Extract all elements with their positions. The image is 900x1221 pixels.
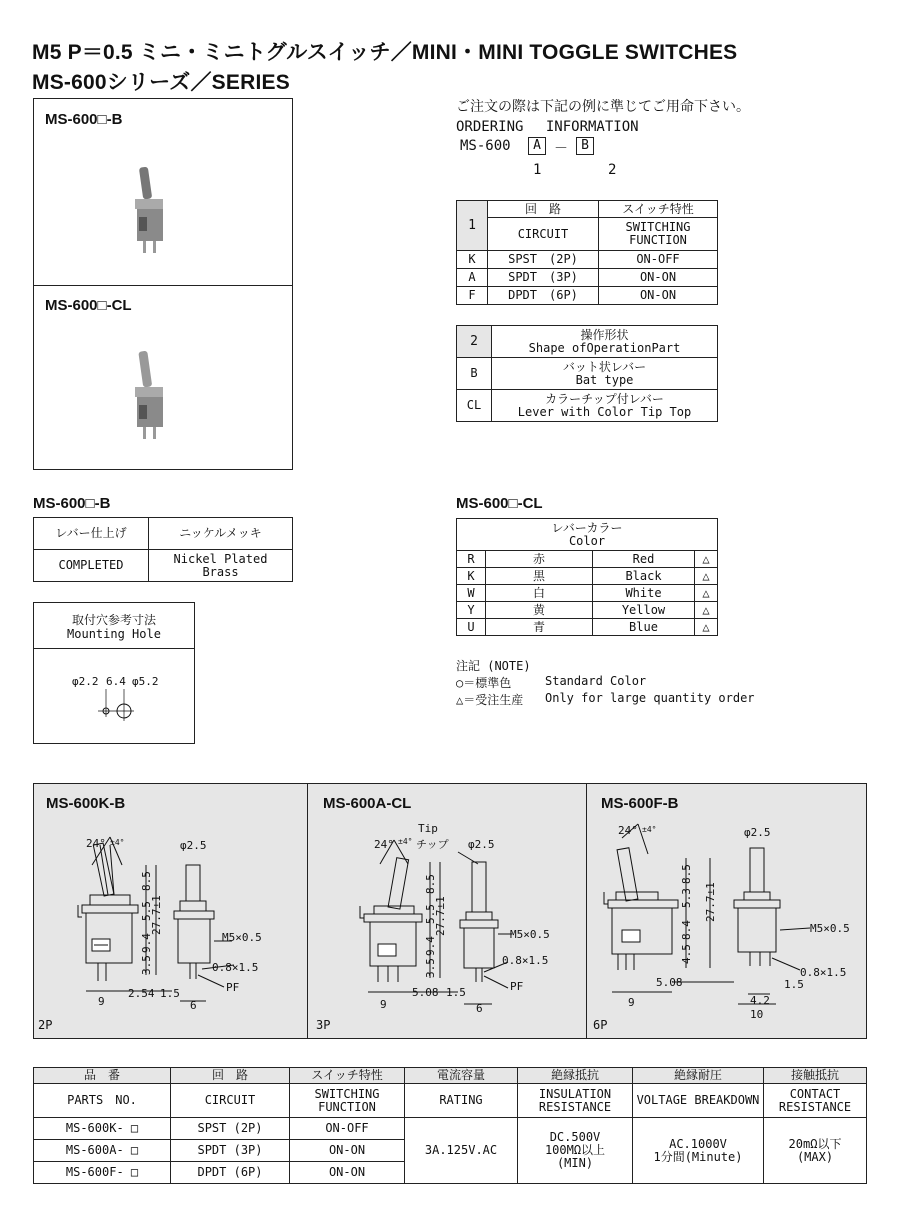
- table-row: [457, 358, 718, 390]
- dim-dia: φ2.5: [180, 839, 207, 852]
- table-row: [457, 602, 718, 619]
- color-title: MS-600□-CL: [456, 495, 543, 512]
- dim-55: 5.5: [140, 901, 153, 921]
- mounting-hole-drawing: [64, 671, 174, 731]
- note-order-text: Only for large quantity order: [545, 691, 755, 705]
- spec-ins-1: DC.500V: [549, 1130, 601, 1144]
- function-cell: ON-OFF: [599, 251, 718, 269]
- dim-pin: 0.8×1.5: [212, 961, 259, 974]
- ordering-dash: －: [554, 141, 568, 157]
- code-cell: CL: [457, 390, 492, 422]
- dim-35: 3.5: [424, 958, 437, 978]
- spec-func: ON-OFF: [290, 1118, 405, 1140]
- spec-circuit: DPDT (6P): [171, 1162, 290, 1184]
- mounting-en: Mounting Hole: [67, 627, 161, 641]
- dim-pitch: 5.08: [656, 976, 683, 989]
- spec-ins-2: 100MΩ以上: [544, 1143, 606, 1157]
- color-en: Blue: [593, 619, 695, 636]
- dim-angle: 24°: [374, 838, 394, 851]
- function-cell: ON-ON: [599, 269, 718, 287]
- mounting-jp: 取付穴参考寸法: [71, 613, 156, 627]
- code-cell: R: [457, 551, 486, 568]
- spec-h-vb-en: VOLTAGE BREAKDOWN: [633, 1084, 764, 1118]
- color-en: Red: [593, 551, 695, 568]
- table-row: [34, 1118, 867, 1140]
- code-cell: K: [457, 251, 488, 269]
- finish-h1: レバー仕上げ: [34, 518, 149, 550]
- spec-h-rating-jp: 電流容量: [405, 1068, 518, 1084]
- dim-pitch: 5.08: [412, 986, 439, 999]
- spec-h-vb-jp: 絶縁耐圧: [633, 1068, 764, 1084]
- spec-part: MS-600F- □: [34, 1162, 171, 1184]
- color-table: [456, 518, 718, 636]
- spec-func: ON-ON: [290, 1162, 405, 1184]
- finish-v1: COMPLETED: [34, 550, 149, 582]
- dim-w15: 1.5: [160, 987, 180, 1000]
- circuit-header-jp: 回 路: [488, 201, 599, 218]
- finish-h2: ニッケルメッキ: [149, 518, 293, 550]
- spec-h-func-en: SWITCHING FUNCTION: [290, 1084, 405, 1118]
- dim-pitch: 2.54: [128, 987, 155, 1000]
- spec-h-ins-jp: 絶縁抵抗: [518, 1068, 633, 1084]
- shape-jp: バット状レバー: [562, 359, 647, 374]
- ordering-box-b: B: [576, 137, 594, 155]
- dim-m5: M5×0.5: [510, 928, 550, 941]
- switching-header-en: SWITCHING FUNCTION: [599, 218, 718, 251]
- dim-85: 8.5: [680, 864, 693, 884]
- shape-jp: カラーチップ付レバー: [545, 391, 664, 406]
- note-order-mark: △＝受注生産: [456, 693, 524, 707]
- dim-277: 27.7±1: [150, 895, 163, 935]
- dim-tip: Tip: [418, 822, 438, 835]
- dim-94: 9.4: [424, 936, 437, 956]
- code-cell: B: [457, 358, 492, 390]
- circuit-cell: SPST (2P): [488, 251, 599, 269]
- color-mark: △: [695, 568, 718, 585]
- shape-table-num: 2: [457, 326, 492, 358]
- note-standard-text: Standard Color: [545, 674, 647, 688]
- spec-cr-2: (MAX): [796, 1149, 834, 1164]
- circuit-table: [456, 200, 718, 305]
- dim-tol: ±4°: [398, 837, 413, 846]
- dim-pin: 0.8×1.5: [800, 966, 847, 979]
- photo-label-b: MS-600□-B: [45, 111, 123, 128]
- color-mark: △: [695, 602, 718, 619]
- spec-ins-3: (MIN): [556, 1156, 594, 1170]
- mounting-d2: 6.4: [106, 675, 126, 688]
- dim-w15: 1.5: [446, 986, 466, 999]
- dim-55: 5.5: [424, 904, 437, 924]
- dim-45: 4.5: [680, 944, 693, 964]
- drawing-title-a-cl: MS-600A-CL: [323, 795, 412, 812]
- circuit-table-num: 1: [457, 201, 488, 251]
- drawing-title-k-b: MS-600K-B: [46, 795, 126, 812]
- dim-pf: PF: [226, 981, 240, 994]
- code-cell: Y: [457, 602, 486, 619]
- spec-h-ins-en: INSULATION RESISTANCE: [518, 1084, 633, 1118]
- ordering-model: MS-600: [460, 138, 511, 154]
- spec-circuit: SPDT (3P): [171, 1140, 290, 1162]
- page-title: M5 P＝0.5 ミニ・ミニトグルスイッチ／MINI・MINI TOGGLE SWITCHES: [32, 41, 738, 64]
- color-jp: 白: [486, 585, 593, 602]
- code-cell: K: [457, 568, 486, 585]
- spec-h-part-en: PARTS NO.: [34, 1084, 171, 1118]
- mounting-d1: φ2.2: [72, 675, 99, 688]
- shape-header-jp: 操作形状: [580, 327, 629, 342]
- table-row: [457, 269, 718, 287]
- shape-header-en: Shape ofOperationPart: [528, 340, 681, 355]
- circuit-cell: DPDT (6P): [488, 287, 599, 305]
- spec-h-cr-jp: 接触抵抗: [764, 1068, 867, 1084]
- ordering-num-1: 1: [533, 162, 542, 178]
- dim-pin: 0.8×1.5: [502, 954, 549, 967]
- spec-vb-2: 1分間(Minute): [653, 1149, 743, 1164]
- code-cell: A: [457, 269, 488, 287]
- notes-title: 注記 (NOTE): [456, 659, 531, 673]
- mounting-panel: [33, 602, 195, 744]
- drawing-pole-2p: 2P: [38, 1018, 53, 1032]
- shape-en: Bat type: [575, 372, 634, 387]
- finish-v2: Nickel Plated Brass: [149, 550, 293, 582]
- spec-vb-1: AC.1000V: [669, 1136, 727, 1151]
- table-row: [457, 551, 718, 568]
- dim-w15: 1.5: [784, 978, 804, 991]
- table-row: [457, 619, 718, 636]
- drawing-pole-3p: 3P: [316, 1018, 331, 1032]
- drawing-ms600f-b: [588, 818, 864, 1018]
- dim-w6: 6: [190, 999, 197, 1012]
- dim-angle: 24°: [618, 824, 638, 837]
- color-mark: △: [695, 585, 718, 602]
- dim-w10: 10: [750, 1008, 764, 1018]
- dim-w9: 9: [628, 996, 635, 1009]
- table-row: [457, 585, 718, 602]
- dim-277: 27.7±1: [704, 882, 717, 922]
- code-cell: U: [457, 619, 486, 636]
- table-row: [457, 251, 718, 269]
- shape-table: [456, 325, 718, 422]
- spec-cr-1: 20mΩ以下: [788, 1136, 842, 1151]
- spec-func: ON-ON: [290, 1140, 405, 1162]
- color-header-en: Color: [568, 533, 606, 548]
- color-en: Yellow: [593, 602, 695, 619]
- switch-photo-cl: [129, 347, 179, 447]
- dim-dia: φ2.5: [468, 838, 495, 851]
- spec-table: [33, 1067, 867, 1184]
- code-cell: F: [457, 287, 488, 305]
- spec-h-func-jp: スイッチ特性: [290, 1068, 405, 1084]
- photo-panel: [33, 98, 293, 470]
- code-cell: W: [457, 585, 486, 602]
- drawing-ms600k-b: [34, 825, 306, 1020]
- drawing-pole-6p: 6P: [593, 1018, 608, 1032]
- dim-w42: 4.2: [750, 994, 770, 1007]
- spec-rating: 3A.125V.AC: [405, 1118, 518, 1184]
- ordering-box-a: A: [528, 137, 546, 155]
- photo-label-cl: MS-600□-CL: [45, 297, 132, 314]
- dim-277: 27.7±1: [434, 896, 447, 936]
- page-subtitle: MS-600シリーズ／SERIES: [32, 71, 290, 94]
- dim-85: 8.5: [424, 874, 437, 894]
- switching-header-jp: スイッチ特性: [599, 201, 718, 218]
- switch-photo-b: [129, 161, 179, 261]
- ordering-num-2: 2: [608, 162, 617, 178]
- table-row: [457, 568, 718, 585]
- color-jp: 青: [486, 619, 593, 636]
- color-en: Black: [593, 568, 695, 585]
- dim-53: 5.3: [680, 888, 693, 908]
- shape-en: Lever with Color Tip Top: [517, 404, 692, 419]
- mounting-d3: φ5.2: [132, 675, 159, 688]
- dim-angle: 24°: [86, 837, 106, 850]
- dim-w6: 6: [476, 1002, 483, 1015]
- spec-h-part-jp: 品 番: [34, 1068, 171, 1084]
- finish-title: MS-600□-B: [33, 495, 111, 512]
- dim-84: 8.4: [680, 920, 693, 940]
- circuit-header-en: CIRCUIT: [488, 218, 599, 251]
- spec-part: MS-600K- □: [34, 1118, 171, 1140]
- dim-m5: M5×0.5: [222, 931, 262, 944]
- finish-table: [33, 517, 293, 582]
- dim-tol: ±4°: [110, 838, 125, 847]
- color-jp: 黄: [486, 602, 593, 619]
- color-mark: △: [695, 551, 718, 568]
- dim-tol: ±4°: [642, 825, 657, 834]
- spec-h-rating-en: RATING: [405, 1084, 518, 1118]
- circuit-cell: SPDT (3P): [488, 269, 599, 287]
- drawing-ms600a-cl: [312, 818, 584, 1018]
- color-mark: △: [695, 619, 718, 636]
- dim-tip-jp: チップ: [416, 838, 449, 851]
- note-standard-mark: ○＝標準色: [456, 676, 512, 690]
- spec-h-cr-en: CONTACT RESISTANCE: [764, 1084, 867, 1118]
- dim-w9: 9: [380, 998, 387, 1011]
- color-en: White: [593, 585, 695, 602]
- table-row: [457, 390, 718, 422]
- dim-94: 9.4: [140, 933, 153, 953]
- color-header-jp: レバーカラー: [551, 520, 623, 535]
- dim-w9: 9: [98, 995, 105, 1008]
- color-jp: 黒: [486, 568, 593, 585]
- spec-circuit: SPST (2P): [171, 1118, 290, 1140]
- table-row: [457, 287, 718, 305]
- dim-35: 3.5: [140, 955, 153, 975]
- drawing-title-f-b: MS-600F-B: [601, 795, 679, 812]
- ordering-en: ORDERING INFORMATION: [456, 119, 639, 135]
- spec-part: MS-600A- □: [34, 1140, 171, 1162]
- dim-pf: PF: [510, 980, 524, 993]
- color-jp: 赤: [486, 551, 593, 568]
- ordering-jp: ご注文の際は下記の例に準じてご用命下さい。: [456, 99, 750, 115]
- function-cell: ON-ON: [599, 287, 718, 305]
- spec-h-circuit-jp: 回 路: [171, 1068, 290, 1084]
- dim-85: 8.5: [140, 871, 153, 891]
- dim-m5: M5×0.5: [810, 922, 850, 935]
- spec-h-circuit-en: CIRCUIT: [171, 1084, 290, 1118]
- dim-dia: φ2.5: [744, 826, 771, 839]
